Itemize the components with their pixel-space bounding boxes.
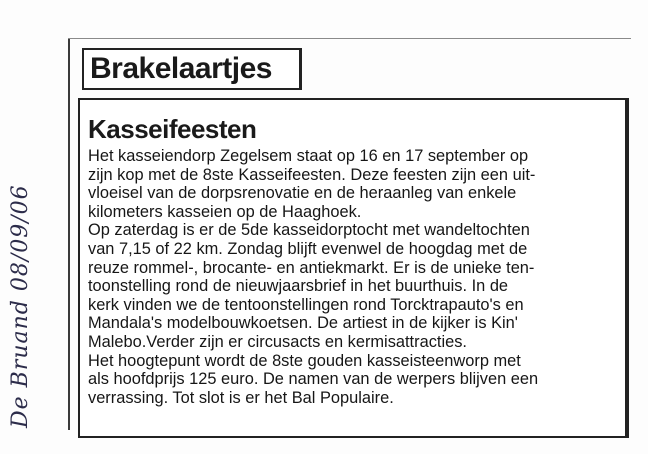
article-line: Malebo.Verder zijn er circusacts en kermisattracties. <box>88 332 467 351</box>
clipping-edge-left <box>68 38 70 430</box>
section-header-box <box>82 48 302 90</box>
article-line: van 7,15 of 22 km. Zondag blijft evenwel de hoogdag met de <box>88 239 528 258</box>
article-headline: Kasseifeesten <box>88 114 257 144</box>
article-line: Het hoogtepunt wordt de 8ste gouden kasseisteenworp met <box>88 351 521 370</box>
article-box <box>78 98 629 438</box>
article-line: zijn kop met de 8ste Kasseifeesten. Deze feesten zijn een uit- <box>88 165 536 184</box>
article-line: Het kasseiendorp Zegelsem staat op 16 en 17 september op <box>88 147 529 165</box>
article-line: als hoofdprijs 125 euro. De namen van de werpers blijven een <box>88 370 539 389</box>
article-line: Mandala's modelbouwkoetsen. De artiest in de kijker is Kin' <box>88 314 518 333</box>
article-line: Op zaterdag is er de 5de kasseidorptocht met wandeltochten <box>88 221 530 240</box>
article-line: toonstelling rond de nieuwjaarsbrief in het buurthuis. In de <box>88 277 509 296</box>
handwritten-source-date: De Bruand 08/09/06 <box>8 184 33 428</box>
article-line: kerk vinden we de tentoonstellingen rond Torcktrapauto's en <box>88 295 524 314</box>
section-title: Brakelaartjes <box>90 52 272 85</box>
article-line: verrassing. Tot slot is er het Bal Populaire. <box>88 388 394 407</box>
article-line: vloeisel van de dorpsrenovatie en de heraanleg van enkele <box>88 184 517 203</box>
article-body <box>88 147 618 407</box>
article-line: reuze rommel-, brocante- en antiekmarkt. Er is de unieke ten- <box>88 258 535 277</box>
article-line: kilometers kasseien op de Haaghoek. <box>88 202 362 221</box>
clipping-edge-top <box>68 38 631 39</box>
